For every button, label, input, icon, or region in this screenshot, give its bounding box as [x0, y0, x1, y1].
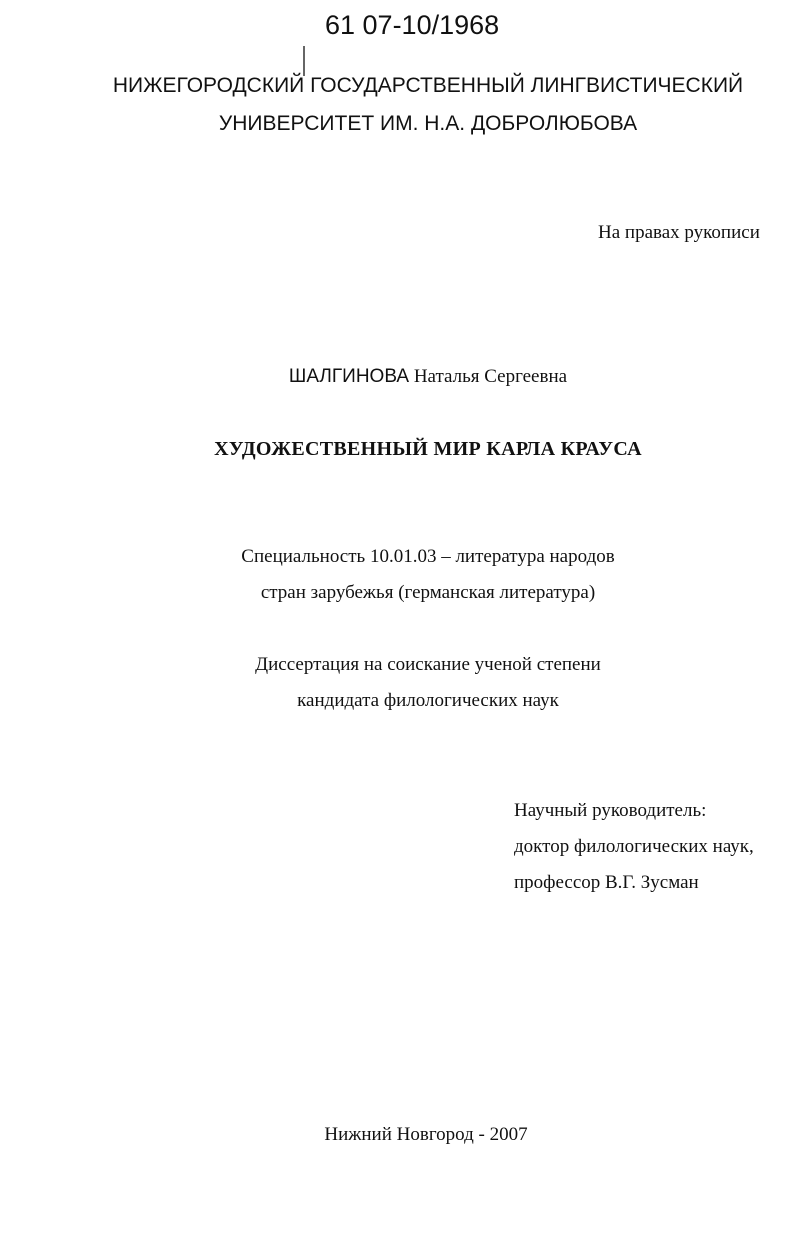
stamp-mark: [303, 46, 305, 76]
dissertation-title: ХУДОЖЕСТВЕННЫЙ МИР КАРЛА КРАУСА: [214, 438, 642, 460]
author-name: [30, 366, 796, 388]
specialty-line-1: Специальность 10.01.03 – литература народов: [241, 546, 615, 567]
author-given-names: Наталья Сергеевна: [413, 366, 568, 387]
place-and-year: Нижний Новгород - 2007: [324, 1124, 528, 1145]
degree-line-2: кандидата филологических наук: [297, 690, 559, 711]
advisor-name: профессор В.Г. Зусман: [514, 872, 699, 893]
advisor-degree: доктор филологических наук,: [514, 836, 754, 857]
specialty-line-2: стран зарубежья (германская литература): [260, 582, 596, 603]
library-stamp-number: 61 07-10/1968: [325, 10, 500, 40]
manuscript-rights-note: На правах рукописи: [598, 222, 760, 243]
advisor-heading: Научный руководитель:: [514, 800, 707, 821]
degree-line-1: Диссертация на соискание ученой степени: [255, 654, 601, 675]
author-surname: ШАЛГИНОВА: [288, 366, 410, 387]
university-name-line-1: НИЖЕГОРОДСКИЙ ГОСУДАРСТВЕННЫЙ ЛИНГВИСТИЧЕСКИЙ: [112, 74, 744, 97]
university-name-line-2: УНИВЕРСИТЕТ ИМ. Н.А. ДОБРОЛЮБОВА: [218, 112, 638, 135]
